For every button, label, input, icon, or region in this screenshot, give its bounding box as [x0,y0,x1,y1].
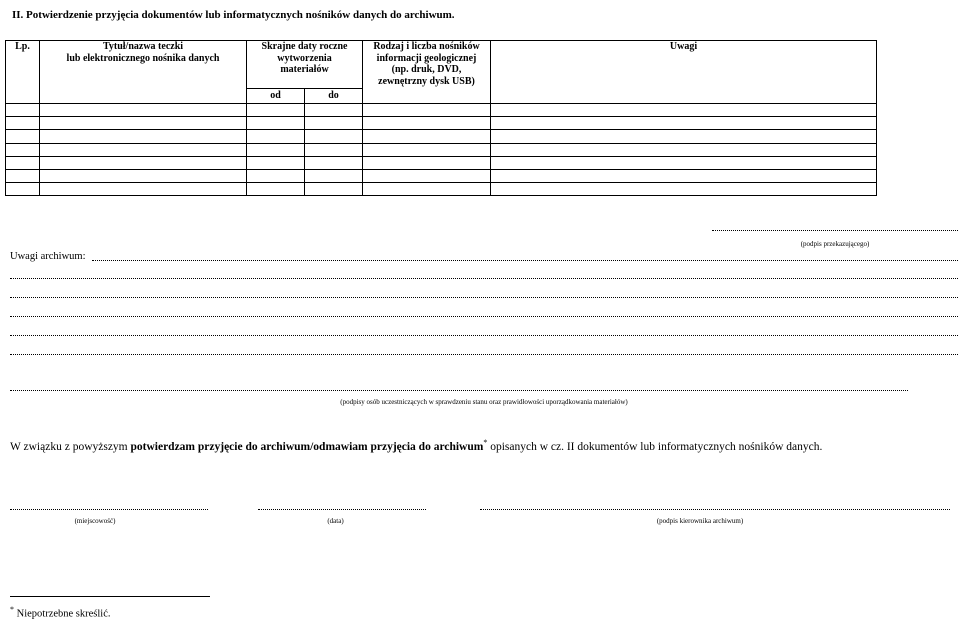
col-header-title [40,41,247,104]
archive-remarks-line[interactable] [10,297,958,298]
archive-table [5,40,877,196]
transferor-signature-line[interactable] [712,230,958,231]
col-header-title-line1: Tytuł/nazwa teczki [102,41,184,52]
table-cell[interactable] [305,183,363,196]
col-header-media-line3: (np. druk, DVD, [391,64,462,75]
archive-remarks-line[interactable] [10,316,958,317]
col-header-dates-line3: materiałów [280,64,329,75]
table-cell[interactable] [363,130,491,143]
table-row [6,156,877,169]
table-row [6,104,877,117]
col-header-media-line1: Rodzaj i liczba nośników [373,41,480,52]
transferor-signature-caption: (podpis przekazującego) [800,240,870,248]
table-cell[interactable] [40,117,247,130]
col-header-lp: Lp. [6,41,40,104]
table-cell[interactable] [6,169,40,182]
table-cell[interactable] [491,183,877,196]
table-cell[interactable] [6,104,40,117]
table-cell[interactable] [491,104,877,117]
date-caption: (data) [327,517,344,525]
table-cell[interactable] [247,130,305,143]
archive-remarks-line[interactable] [10,278,958,279]
table-cell[interactable] [491,143,877,156]
place-line[interactable] [10,509,208,510]
table-cell[interactable] [247,156,305,169]
archive-remarks-label: Uwagi archiwum: [10,251,86,262]
table-cell[interactable] [363,104,491,117]
table-cell[interactable] [363,156,491,169]
col-header-dates [247,41,363,89]
table-row [6,130,877,143]
footnote [10,605,111,620]
table-cell[interactable] [363,117,491,130]
conclusion-prefix: W związku z powyższym [10,440,128,453]
table-cell[interactable] [40,130,247,143]
verifiers-signature-line[interactable] [10,390,908,391]
table-cell[interactable] [40,104,247,117]
table-cell[interactable] [491,117,877,130]
table-cell[interactable] [363,143,491,156]
head-signature-line[interactable] [480,509,950,510]
col-header-media [363,41,491,104]
col-header-to: do [305,89,363,104]
table-body [6,104,877,196]
table-cell[interactable] [6,143,40,156]
table-cell[interactable] [247,104,305,117]
archive-remarks-line[interactable] [10,335,958,336]
col-header-media-line2: informacji geologicznej [376,52,477,64]
table-row [6,183,877,196]
table-cell[interactable] [247,117,305,130]
col-header-from: od [247,89,305,104]
table-cell[interactable] [491,156,877,169]
col-header-remarks: Uwagi [491,41,877,104]
table-cell[interactable] [305,117,363,130]
table-cell[interactable] [491,130,877,143]
col-header-dates-line2: wytworzenia [277,52,332,64]
footnote-mark: * [10,605,14,614]
conclusion-footnote-mark: * [483,438,488,447]
table-cell[interactable] [40,169,247,182]
table-cell[interactable] [40,156,247,169]
footnote-text: Niepotrzebne skreślić. [16,608,111,620]
table-row [6,117,877,130]
table-cell[interactable] [6,130,40,143]
archive-remarks-line[interactable] [10,354,958,355]
table-row [6,143,877,156]
place-caption: (miejscowość) [74,517,116,525]
conclusion-statement [10,438,822,453]
table-row [6,169,877,182]
archive-remarks-line[interactable] [92,260,958,261]
conclusion-suffix: opisanych w cz. II dokumentów lub informatycznych nośników danych. [490,440,823,453]
table-cell[interactable] [6,183,40,196]
col-header-dates-line1: Skrajne daty roczne [261,41,348,52]
section-title: II. Potwierdzenie przyjęcia dokumentów lub informatycznych nośników danych do archiwum. [12,9,455,21]
table-cell[interactable] [305,156,363,169]
table-cell[interactable] [363,183,491,196]
table-cell[interactable] [305,130,363,143]
verifiers-caption: (podpisy osób uczestniczących w sprawdzeniu stanu oraz prawidłowości uporządkowania materiałów) [340,398,628,406]
table-cell[interactable] [247,143,305,156]
col-header-title-line2: lub elektronicznego nośnika danych [66,52,220,64]
table-cell[interactable] [40,143,247,156]
table-cell[interactable] [247,169,305,182]
table-cell[interactable] [305,143,363,156]
conclusion-decision: potwierdzam przyjęcie do archiwum/odmawiam przyjęcia do archiwum [130,440,484,453]
footnote-divider [10,596,210,597]
table-cell[interactable] [491,169,877,182]
table-cell[interactable] [305,104,363,117]
table-cell[interactable] [40,183,247,196]
table-cell[interactable] [6,156,40,169]
table-cell[interactable] [247,183,305,196]
table-cell[interactable] [363,169,491,182]
head-signature-caption: (podpis kierownika archiwum) [656,517,744,525]
date-line[interactable] [258,509,426,510]
table-cell[interactable] [6,117,40,130]
table-cell[interactable] [305,169,363,182]
col-header-media-line4: zewnętrzny dysk USB) [378,75,475,87]
